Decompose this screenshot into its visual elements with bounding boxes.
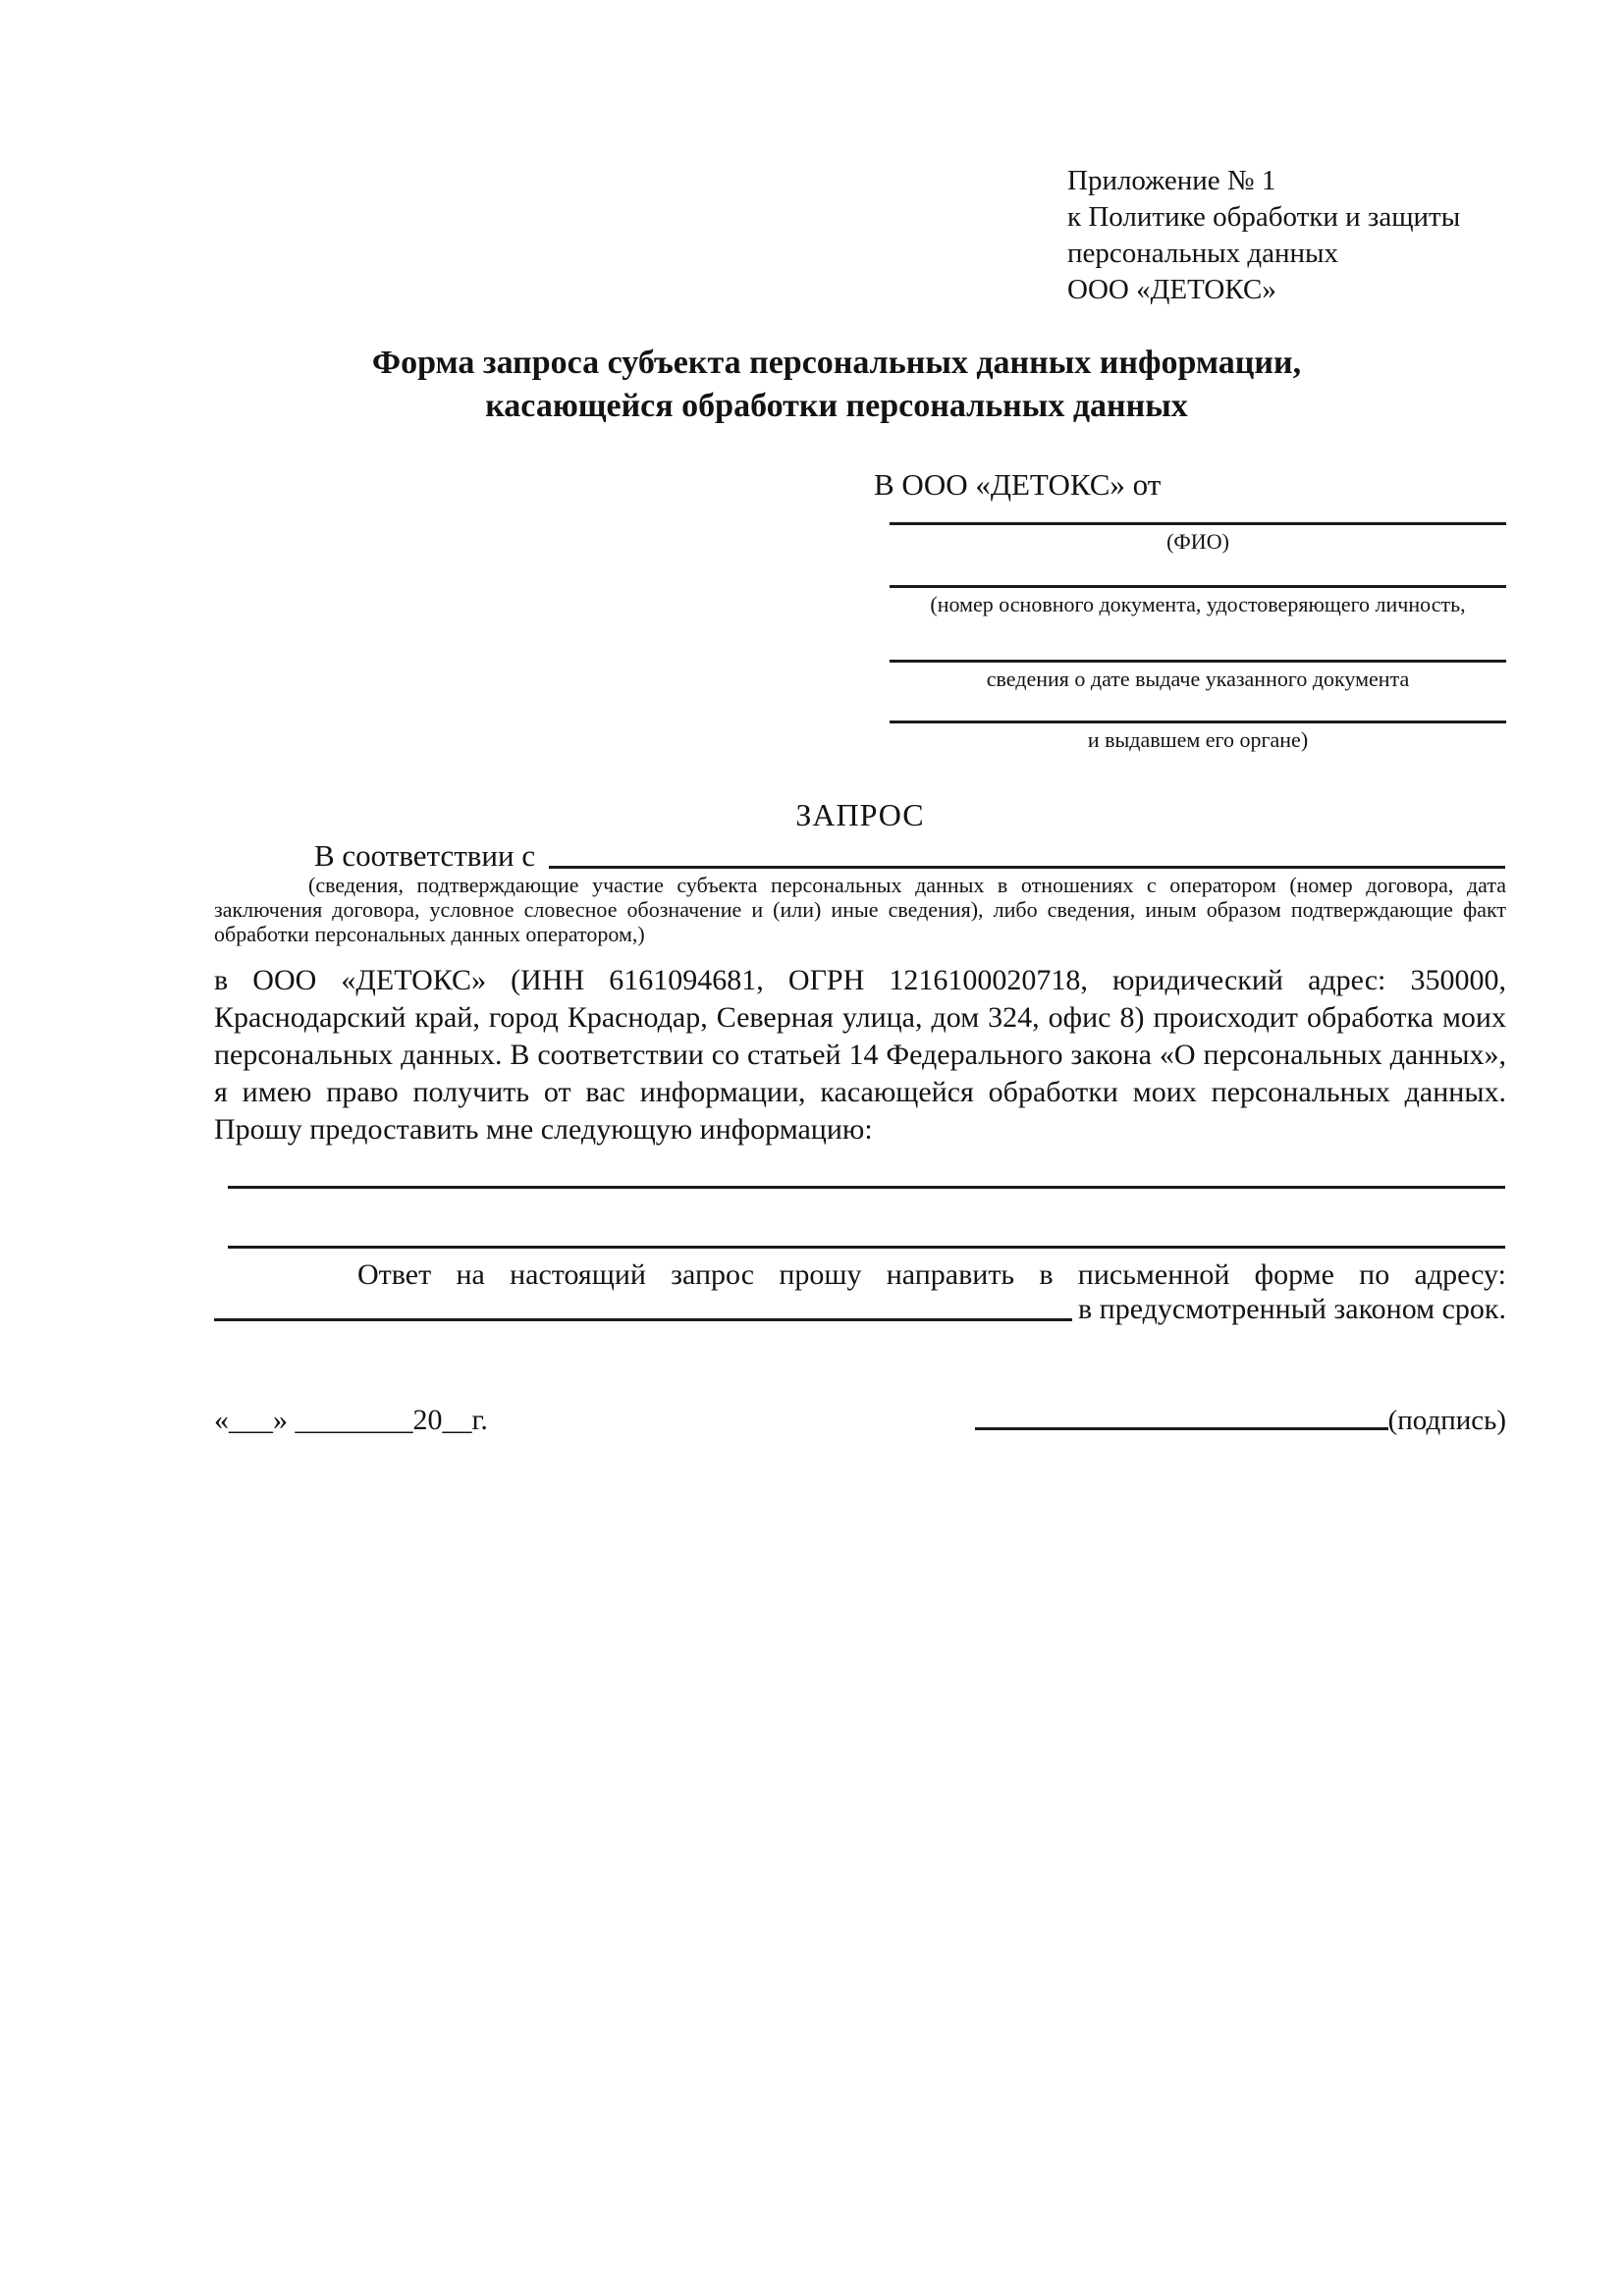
page-title-line-1: Форма запроса субъекта персональных данных информации, [371, 345, 1302, 381]
request-heading: ЗАПРОС [795, 797, 925, 832]
fio-field [890, 522, 1506, 554]
page-title [166, 342, 1507, 428]
appendix-line: Приложение № 1 [1067, 165, 1276, 196]
signature-input-line[interactable] [975, 1427, 1388, 1430]
page-title-line-2: касающейся обработки персональных данных [485, 388, 1188, 424]
appendix-line: к Политике обработки и защиты [1067, 201, 1461, 233]
document-number-input-line[interactable] [890, 585, 1506, 588]
document-number-caption: (номер основного документа, удостоверяющего личность, [930, 592, 1466, 616]
signature-caption: (подпись) [1387, 1405, 1506, 1436]
address-input-line[interactable] [214, 1318, 1072, 1321]
addressee-lead: В ООО «ДЕТОКС» от [874, 467, 1162, 502]
fio-caption: (ФИО) [1166, 529, 1229, 554]
fio-input-line[interactable] [890, 522, 1506, 525]
basis-caption: (сведения, подтверждающие участие субъекта персональных данных в отношениях с оператором (номер договора, дата заключения договора, условное словесное обозначение и (или) иные сведения), либо сведения, иным образом подтверждающие факт обработки персональных данных оператором,) [214, 873, 1506, 946]
basis-row [314, 838, 1505, 874]
issuing-authority-input-line[interactable] [890, 721, 1506, 723]
issuing-authority-field [890, 721, 1506, 752]
document-number-field [890, 585, 1506, 616]
issue-date-input-line[interactable] [890, 660, 1506, 663]
info-request-line-2[interactable] [228, 1246, 1505, 1249]
issuing-authority-caption: и выдавшем его органе) [1087, 727, 1309, 752]
issue-date-caption: сведения о дате выдаче указанного документа [986, 667, 1410, 691]
issue-date-field [890, 660, 1506, 691]
appendix-block [1067, 163, 1460, 308]
appendix-line: персональных данных [1067, 238, 1339, 269]
signature-group [975, 1405, 1506, 1437]
reply-tail: в предусмотренный законом срок. [1078, 1293, 1506, 1325]
reply-address-row [214, 1293, 1506, 1326]
date-field[interactable]: «___» ________20__г. [214, 1404, 488, 1436]
info-request-line-1[interactable] [228, 1186, 1505, 1189]
appendix-line: ООО «ДЕТОКС» [1067, 274, 1276, 305]
basis-input-line[interactable] [549, 866, 1505, 869]
reply-paragraph: Ответ на настоящий запрос прошу направить в письменной форме по адресу: [357, 1258, 1506, 1291]
body-paragraph: в ООО «ДЕТОКС» (ИНН 6161094681, ОГРН 1216100020718, юридический адрес: 350000, Краснодарский край, город Краснодар, Северная улица, дом 324, офис 8) происходит обработка моих персональных данных. В соответствии со статьей 14 Федерального закона «О персональных данных», я имею право получить от вас информации, касающейся обработки моих персональных данных. Прошу предоставить мне следующую информацию: [214, 964, 1506, 1146]
date-signature-row [214, 1404, 1506, 1437]
basis-lead: В соответствии с [314, 838, 536, 873]
